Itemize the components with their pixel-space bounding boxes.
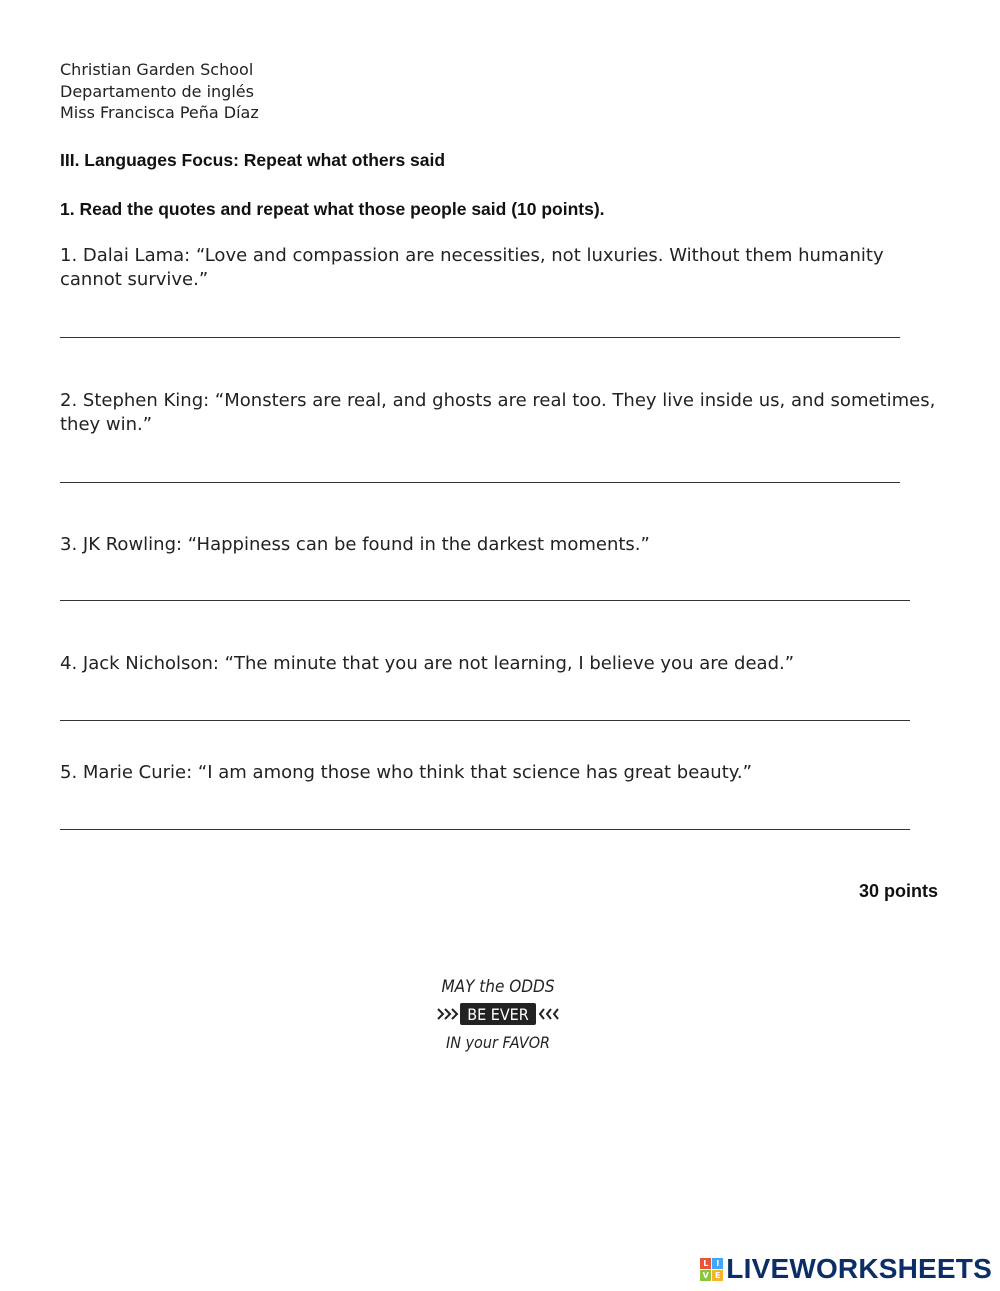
brand-name: LIVEWORKSHEETS [726,1253,992,1284]
answer-input-2[interactable] [60,460,900,483]
arrow-fletching-icon [540,1009,558,1019]
section-title: III. Languages Focus: Repeat what others said [60,150,446,170]
answer-input-1[interactable] [60,315,900,338]
answer-input-3[interactable] [60,578,910,601]
logo-cube-e: E [712,1270,723,1281]
quote-3: 3. JK Rowling: “Happiness can be found in the darkest moments.” [60,534,650,555]
school-name: Christian Garden School [60,60,254,79]
quote-1: 1. Dalai Lama: “Love and compassion are necessities, not luxuries. Without them humanity cannot survive.” [60,245,884,290]
odds-favor-decoration [432,970,564,1056]
logo-cube-l: L [700,1258,711,1269]
decoration-line-2: BE EVER [467,1005,529,1024]
teacher-name: Miss Francisca Peña Díaz [60,103,259,122]
logo-cube-i: I [712,1258,723,1269]
left-chevrons-icon [438,1009,457,1019]
decoration-line-1: MAY the ODDS [441,977,555,997]
logo-cubes-icon [700,1258,723,1281]
answer-input-4[interactable] [60,698,910,721]
quote-2: 2. Stephen King: “Monsters are real, and ghosts are real too. They live inside us, and sometimes, they win.” [60,390,936,435]
quote-5: 5. Marie Curie: “I am among those who think that science has great beauty.” [60,762,752,783]
department-name: Departamento de inglés [60,82,254,101]
total-points: 30 points [858,881,938,901]
quote-4: 4. Jack Nicholson: “The minute that you are not learning, I believe you are dead.” [60,653,795,674]
instruction: 1. Read the quotes and repeat what those people said (10 points). [60,199,605,219]
liveworksheets-logo [700,1255,992,1283]
logo-cube-v: V [700,1270,711,1281]
answer-input-5[interactable] [60,807,910,830]
decoration-line-3: IN your FAVOR [445,1033,551,1052]
